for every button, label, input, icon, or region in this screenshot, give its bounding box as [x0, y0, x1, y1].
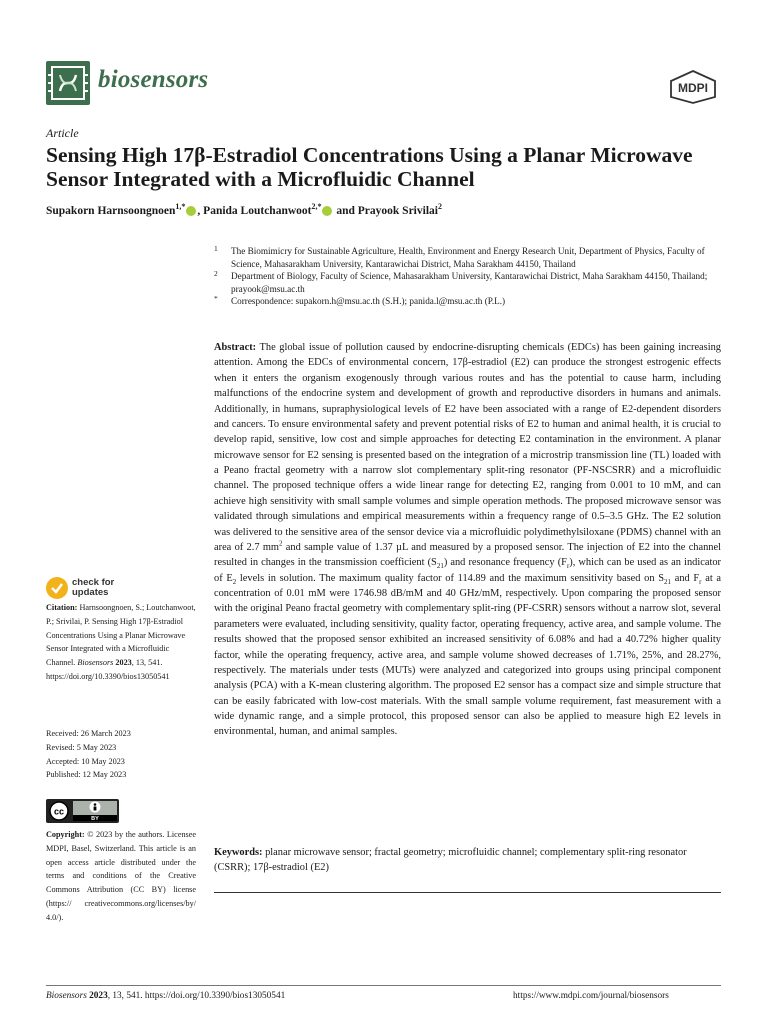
affiliations [214, 245, 720, 308]
abstract-label: Abstract: [214, 342, 257, 353]
mdpi-logo [668, 70, 718, 104]
author-list: Supakorn Harnsoongnoen$^{1,*}$ , Panida Loutchanwoot$^{2,*}$ and Prayook Srivilai$^2$ [46, 202, 442, 217]
date-received: Received: 26 March 2023 [46, 729, 131, 738]
svg-text:cc: cc [53, 806, 65, 817]
divider [214, 892, 721, 893]
check-for-updates-button[interactable]: check for updates [46, 577, 136, 601]
correspondence: * Correspondence: supakorn.h@msu.ac.th (S.H.); panida.l@msu.ac.th (P.L.) [214, 294, 506, 306]
copyright-notice: Copyright: © 2023 by the authors. Licensee MDPI, Basel, Switzerland. This article is an open access article distributed under the terms and conditions of the Creative Commons Attribution (CC BY) license (https:// creativecommons.org/licenses/by/ 4.0/). [46, 830, 196, 922]
keywords-label: Keywords: [214, 847, 263, 858]
check-updates-icon [46, 577, 68, 599]
author-name: Panida Loutchanwoot [203, 205, 312, 217]
date-published: Published: 12 May 2023 [46, 770, 127, 780]
journal-logo-icon [46, 61, 90, 105]
footer-divider [46, 985, 721, 986]
article-type: Article [46, 126, 79, 140]
affiliation-item: 1 The Biomimicry for Sustainable Agriculture, Health, Environment and Energy Research Unit, Department of Physics, Faculty of Science, Mahasarakham University, Kantarawichai District, Maha Sarakham 44150, Thailand [214, 244, 705, 269]
keywords: Keywords: planar microwave sensor; fractal geometry; microfluidic channel; complementary split-ring resonator (CSRR); 17β-estradiol (E2) [214, 847, 687, 874]
orcid-icon[interactable] [186, 206, 196, 216]
paper-title: Sensing High 17β-Estradiol Concentrations Using a Planar Microwave Sensor Integrated with a Microfluidic Channel [46, 143, 693, 191]
author-affil-mark: 2,* [311, 202, 322, 212]
footer-citation: Biosensors 2023, 13, 541. https://doi.org/10.3390/bios13050541 [46, 991, 286, 1001]
date-accepted: Accepted: 10 May 2023 [46, 756, 125, 766]
abstract: Abstract: The global issue of pollution caused by endocrine-disrupting chemicals (EDCs) has been gaining increasing attention. Among the EDCs of environmental concern, 17β-estradiol (E2) can produce the strongest estrogenic effects when it enters the organism exogenously through various routes and has the potential to cause harm, including malfunctions of the endocrine system and development of growth and reproductive disorders in humans and animals. Additionally, in humans, supraphysiological levels of E2 have been associated with a range of E2-dependent disorders and cancers. To ensure environmental safety and prevent potential risks of E2 to human and animal health, it is crucial to develop rapid, sensitive, low cost and simple approaches for detecting E2 contamination in the environment. A planar microwave sensor for E2 sensing is presented based on the integration of a microstrip transmission line (TL) loaded with a Peano fractal geometry with a narrow slot complementary split-ring resonator (PF-NSCSRR) and a microfluidic channel. The proposed technique offers a wide linear range for detecting E2, ranging from 0.001 to 10 mM, and can achieve high sensitivity with small sample volumes and simple operation methods. The proposed microwave sensor was validated through simulations and empirical measurements within a frequency range of 0.5–3.5 GHz. The E2 solution was delivered to the sensitive area of the sensor device via a microfluidic polydimethylsiloxane (PDMS) channel with an area of 2.7 $mm^2$ and sample value of 1.37 µL and measured by a proposed sensor. The injection of E2 into the channel resulted in changes in the transmission coefficient $(S_{21})$ and resonance frequency $(F_r)$, which can be used as an indicator of $E_2$ levels in solution. The maximum quality factor of 114.89 and the maximum sensitivity based on $S_{21}$ and $F_r$ at a concentration of 0.01 mM were 1746.98 dB/mM and 40 GHz/mM, respectively. Upon comparing the proposed sensor with the original Peano fractal geometry with complementary split-ring (PF-CSRR) sensors without a narrow slot, several parameters were evaluated, including sensitivity, quality factor, operating frequency, active area, and sample volume. The results showed that the proposed sensor exhibited an increased sensitivity of 6.08% and had a 40.72% higher quality factor, while the operating frequency, active area, and sample volume showed decreases of 1.71%, 25%, and 28.27%, respectively. The materials under tests (MUTs) were analyzed and categorized into groups using principal component analysis (PCA) with a K-mean clustering algorithm. The proposed E2 sensor has a compact size and simple structure that can be easily fabricated with low-cost materials. With the small sample volume requirement, fast measurement with a wide dynamic range, and a simple protocol, this proposed sensor can also be applied to measure high E2 levels in environmental, human, and animal samples. [214, 342, 722, 738]
svg-text:BY: BY [91, 816, 99, 822]
cc-by-license-icon[interactable] [46, 799, 119, 823]
citation: Citation: Harnsoongnoen, S.; Loutchanwoot, P.; Srivilai, P. Sensing High 17β-Estradiol Concentrations Using a Planar Microwave Sensor Integrated with a Microfluidic Channel. Biosensors 2023, 13, 541. https://doi.org/10.3390/bios13050541 [46, 603, 196, 681]
footer-journal-link[interactable]: https://www.mdpi.com/journal/biosensors [513, 991, 669, 1001]
date-revised: Revised: 5 May 2023 [46, 742, 117, 752]
author-affil-mark: 1,* [175, 202, 186, 212]
orcid-icon[interactable] [322, 206, 332, 216]
affiliation-item: 2 Department of Biology, Faculty of Science, Mahasarakham University, Kantarawichai District, Maha Sarakham 44150, Thailand; prayook@msu.ac.th [214, 269, 708, 294]
mdpi-logo-text: MDPI [678, 81, 708, 95]
author-name: Supakorn Harnsoongnoen [46, 205, 176, 217]
publication-dates [46, 727, 196, 782]
journal-name: biosensors [98, 66, 209, 93]
author-name: Prayook Srivilai [357, 205, 438, 217]
author-affil-mark: 2 [437, 202, 442, 212]
